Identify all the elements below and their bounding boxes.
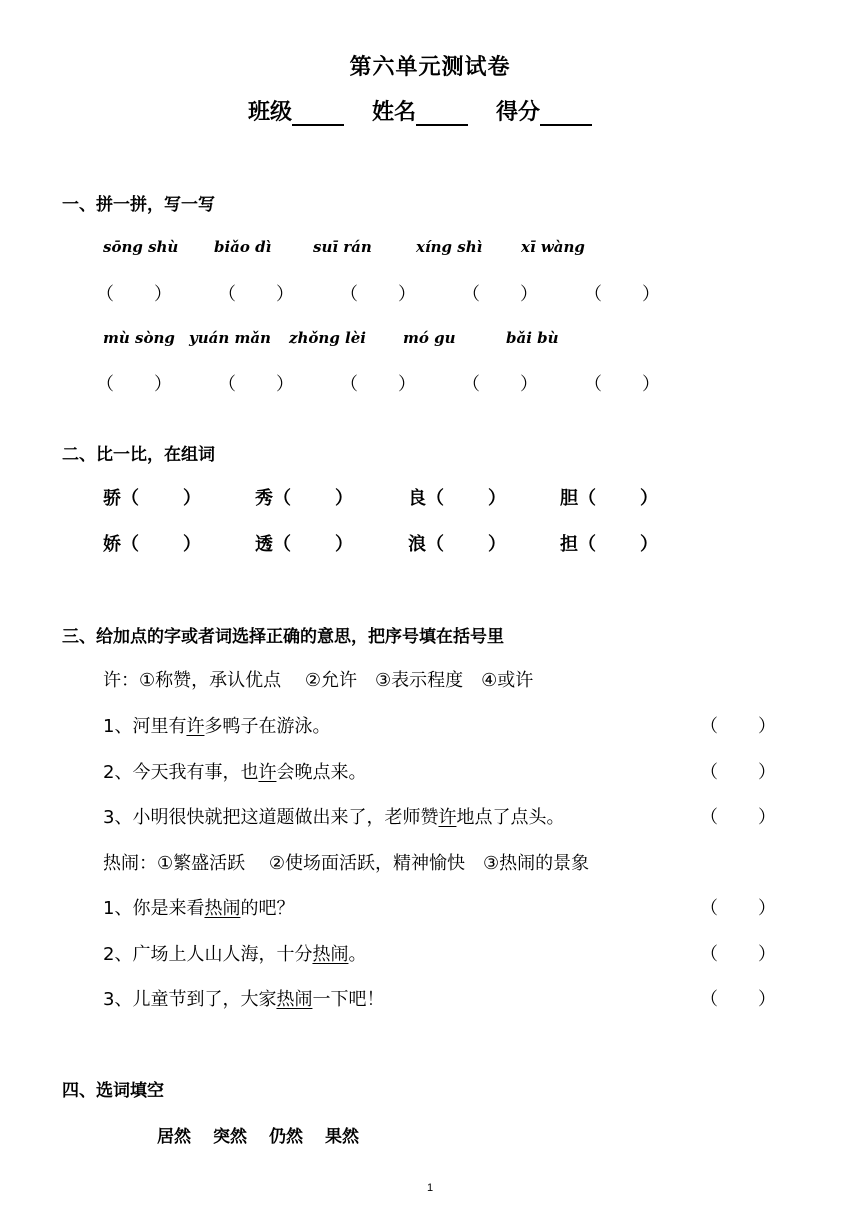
name-blank[interactable]	[416, 102, 468, 126]
compare-item[interactable]: 娇（ ）	[103, 534, 201, 555]
question-item: 2、今天我有事，也许会晚点来。	[103, 762, 367, 783]
pinyin: sōng shù	[103, 238, 179, 256]
answer-box[interactable]: （ ）	[340, 374, 416, 395]
question-item: 3、儿童节到了，大家热闹一下吧！	[103, 989, 385, 1010]
answer-box[interactable]: （ ）	[584, 374, 660, 395]
question-item: 2、广场上人山人海，十分热闹。	[103, 944, 367, 965]
answer-box[interactable]: （ ）	[462, 374, 538, 395]
answer-box[interactable]: （ ）	[462, 284, 538, 305]
pinyin: yuán mǎn	[189, 329, 271, 347]
answer-box[interactable]: （ ）	[700, 716, 776, 737]
answer-box[interactable]: （ ）	[700, 989, 776, 1010]
definition-options: 热闹：①繁盛活跃 ②使场面活跃，精神愉快 ③热闹的景象	[103, 853, 590, 874]
pinyin: biǎo dì	[214, 238, 272, 256]
word-option: 突然	[213, 1127, 247, 1147]
page-title: 第六单元测试卷	[349, 54, 511, 80]
answer-box[interactable]: （ ）	[700, 898, 776, 919]
pinyin: zhǒng lèi	[289, 329, 366, 347]
page-number: 1	[426, 1182, 434, 1194]
compare-item[interactable]: 胆（ ）	[560, 488, 658, 509]
answer-box[interactable]: （ ）	[700, 944, 776, 965]
name-label: 姓名	[372, 99, 417, 125]
pinyin: xī wàng	[521, 238, 585, 256]
section-2-heading: 二、比一比，在组词	[62, 445, 215, 465]
definition-options: 许：①称赞，承认优点 ②允许 ③表示程度 ④或许	[103, 670, 534, 691]
section-3-heading: 三、给加点的字或者词选择正确的意思，把序号填在括号里	[62, 627, 504, 647]
score-label: 得分	[496, 99, 541, 125]
class-label: 班级	[248, 99, 293, 125]
answer-box[interactable]: （ ）	[584, 284, 660, 305]
pinyin: bǎi bù	[506, 329, 559, 347]
answer-box[interactable]: （ ）	[96, 374, 172, 395]
question-item: 3、小明很快就把这道题做出来了，老师赞许地点了点头。	[103, 807, 565, 828]
answer-box[interactable]: （ ）	[340, 284, 416, 305]
pinyin: mó gu	[403, 329, 456, 347]
word-option: 居然	[157, 1127, 191, 1147]
question-item: 1、河里有许多鸭子在游泳。	[103, 716, 331, 737]
section-1-heading: 一、拼一拼，写一写	[62, 195, 215, 215]
score-blank[interactable]	[540, 102, 592, 126]
answer-box[interactable]: （ ）	[218, 374, 294, 395]
compare-item[interactable]: 骄（ ）	[103, 488, 201, 509]
compare-item[interactable]: 担（ ）	[560, 534, 658, 555]
pinyin: mù sòng	[103, 329, 175, 347]
compare-item[interactable]: 良（ ）	[408, 488, 506, 509]
pinyin: suī rán	[313, 238, 372, 256]
pinyin: xíng shì	[416, 238, 483, 256]
answer-box[interactable]: （ ）	[700, 762, 776, 783]
answer-box[interactable]: （ ）	[96, 284, 172, 305]
section-4-heading: 四、选词填空	[62, 1081, 164, 1101]
student-info	[248, 95, 592, 126]
word-option: 果然	[325, 1127, 359, 1147]
class-blank[interactable]	[292, 102, 344, 126]
compare-item[interactable]: 浪（ ）	[408, 534, 506, 555]
answer-box[interactable]: （ ）	[700, 807, 776, 828]
compare-item[interactable]: 透（ ）	[255, 534, 353, 555]
question-item: 1、你是来看热闹的吧？	[103, 898, 295, 919]
answer-box[interactable]: （ ）	[218, 284, 294, 305]
word-bank	[157, 1122, 381, 1147]
compare-item[interactable]: 秀（ ）	[255, 488, 353, 509]
word-option: 仍然	[269, 1127, 303, 1147]
